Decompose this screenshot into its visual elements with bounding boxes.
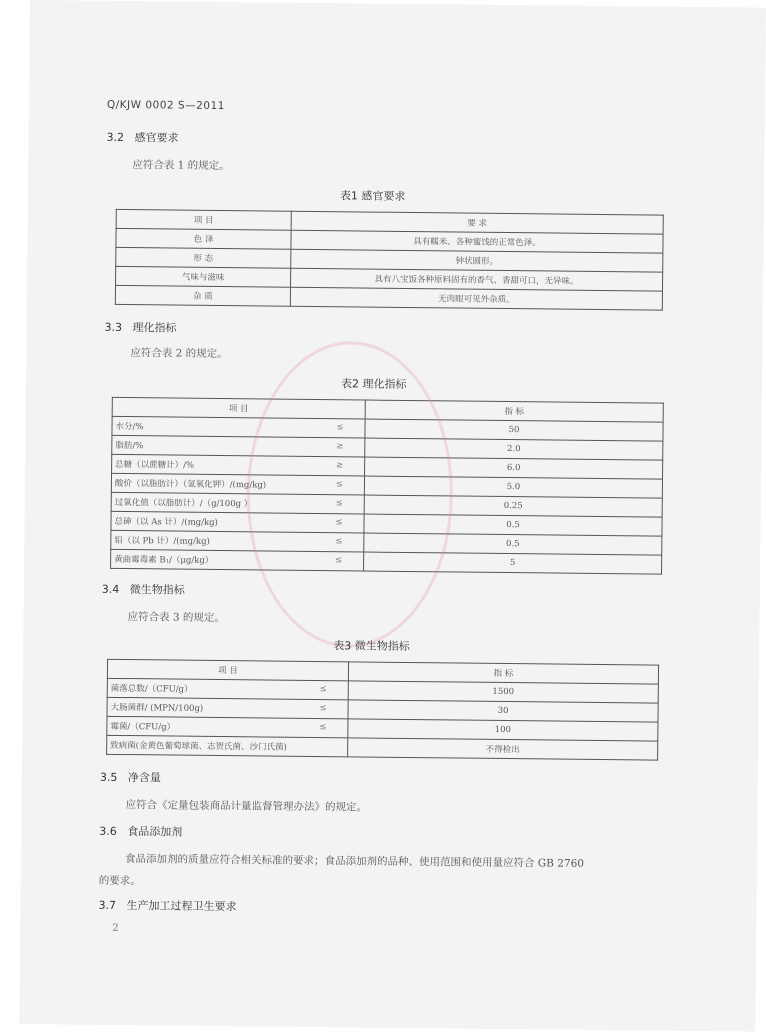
table-cell: 色 泽	[116, 228, 291, 249]
section-number: 3.6	[99, 824, 117, 838]
section-title: 微生物指标	[129, 583, 185, 597]
section-number: 3.7	[98, 898, 117, 912]
table-header-cell: 项 目	[107, 659, 348, 681]
section-3-6-text-line-2: 的要求。	[98, 874, 141, 888]
section-3-4-heading	[102, 581, 185, 598]
table-cell: 酸价（以脂肪计）（氢氧化钾）/(mg/kg) ≤	[111, 473, 364, 495]
table-header-cell: 要 求	[291, 211, 663, 234]
table-1-sensory	[115, 209, 664, 311]
table-3-caption: 表3 微生物指标	[333, 639, 410, 654]
table-cell: 5	[364, 552, 662, 574]
section-3-5-text: 应符合《定量包装商品计量监督管理办法》的规定。	[125, 799, 368, 814]
table-cell: 霉菌/（CFU/g） ≤	[107, 716, 348, 738]
table-cell: 2.0	[365, 438, 663, 460]
section-number: 3.2	[106, 130, 125, 144]
table-cell: 总糖（以蔗糖计）/% ≥	[112, 454, 365, 476]
table-cell: 过氧化值（以脂肪计）/（g/100g ） ≤	[111, 492, 364, 514]
table-cell: 50	[365, 419, 663, 441]
table-cell: 黄曲霉毒素 B₁/（μg/kg） ≤	[111, 549, 364, 571]
table-cell: 0.5	[364, 514, 662, 536]
section-3-5-heading	[100, 769, 161, 786]
table-cell: 形 态	[116, 247, 291, 268]
document-page	[19, 0, 766, 1032]
table-cell: 铅（以 Pb 计）/(mg/kg) ≤	[111, 530, 364, 552]
section-title: 生产加工过程卫生要求	[126, 899, 237, 914]
table-cell: 30	[348, 700, 658, 722]
table-cell: 总砷（以 As 计）/(mg/kg) ≤	[111, 511, 364, 533]
section-3-3-heading	[104, 319, 176, 336]
table-2-caption: 表2 理化指标	[340, 377, 407, 391]
table-3-microbiological	[106, 659, 659, 761]
section-3-4-text: 应符合表 3 的规定。	[127, 611, 225, 625]
section-title: 理化指标	[132, 321, 177, 335]
table-cell: 水分/% ≤	[112, 416, 365, 438]
section-title: 食品添加剂	[127, 825, 183, 839]
table-cell: 大肠菌群/ (MPN/100g) ≤	[107, 697, 348, 719]
table-header-cell: 项 目	[116, 209, 291, 230]
section-3-6-heading	[99, 823, 182, 840]
table-cell: 100	[348, 719, 658, 741]
table-cell: 无肉眼可见外杂质。	[290, 287, 662, 310]
section-number: 3.5	[99, 770, 118, 784]
table-header-cell: 项 目	[112, 397, 365, 419]
table-cell: 不得检出	[348, 738, 658, 760]
section-3-2-text: 应符合表 1 的规定。	[132, 159, 230, 173]
table-cell: 0.5	[364, 533, 662, 555]
document-code: Q/KJW 0002 S—2011	[106, 98, 225, 113]
table-1-caption: 表1 感官要求	[339, 189, 406, 203]
table-header-cell: 指 标	[365, 400, 663, 422]
table-cell: 具有糯米、各种蜜饯的正常色泽。	[291, 230, 663, 253]
official-seal	[245, 340, 454, 648]
section-title: 净含量	[127, 771, 161, 785]
table-cell: 钟状圆形。	[291, 249, 663, 272]
page-number: 2	[112, 922, 119, 934]
table-cell: 1500	[348, 681, 658, 703]
table-cell: 脂肪/% ≥	[112, 435, 365, 457]
section-3-6-text-line-1: 食品添加剂的质量应符合相关标准的要求；食品添加剂的品种、使用范围和使用量应符合 GB 2760	[124, 853, 585, 870]
section-title: 感官要求	[134, 131, 179, 145]
section-3-2-heading	[106, 129, 178, 146]
section-3-3-text: 应符合表 2 的规定。	[130, 347, 228, 361]
table-cell: 0.25	[364, 495, 662, 517]
table-cell: 致病菌(金黄色葡萄球菌、志贺氏菌、沙门氏菌)	[107, 735, 348, 757]
table-cell: 5.0	[364, 476, 662, 498]
table-cell: 杂 质	[115, 285, 290, 306]
table-cell: 菌落总数/（CFU/g） ≤	[107, 678, 348, 700]
table-cell: 具有八宝饭各种原料固有的香气、香甜可口，无异味。	[291, 268, 663, 291]
table-cell: 气味与滋味	[116, 266, 291, 287]
table-cell: 6.0	[365, 457, 663, 479]
section-3-7-heading	[98, 897, 236, 914]
section-number: 3.4	[101, 582, 120, 596]
section-number: 3.3	[104, 320, 123, 334]
table-header-cell: 指 标	[348, 662, 658, 684]
